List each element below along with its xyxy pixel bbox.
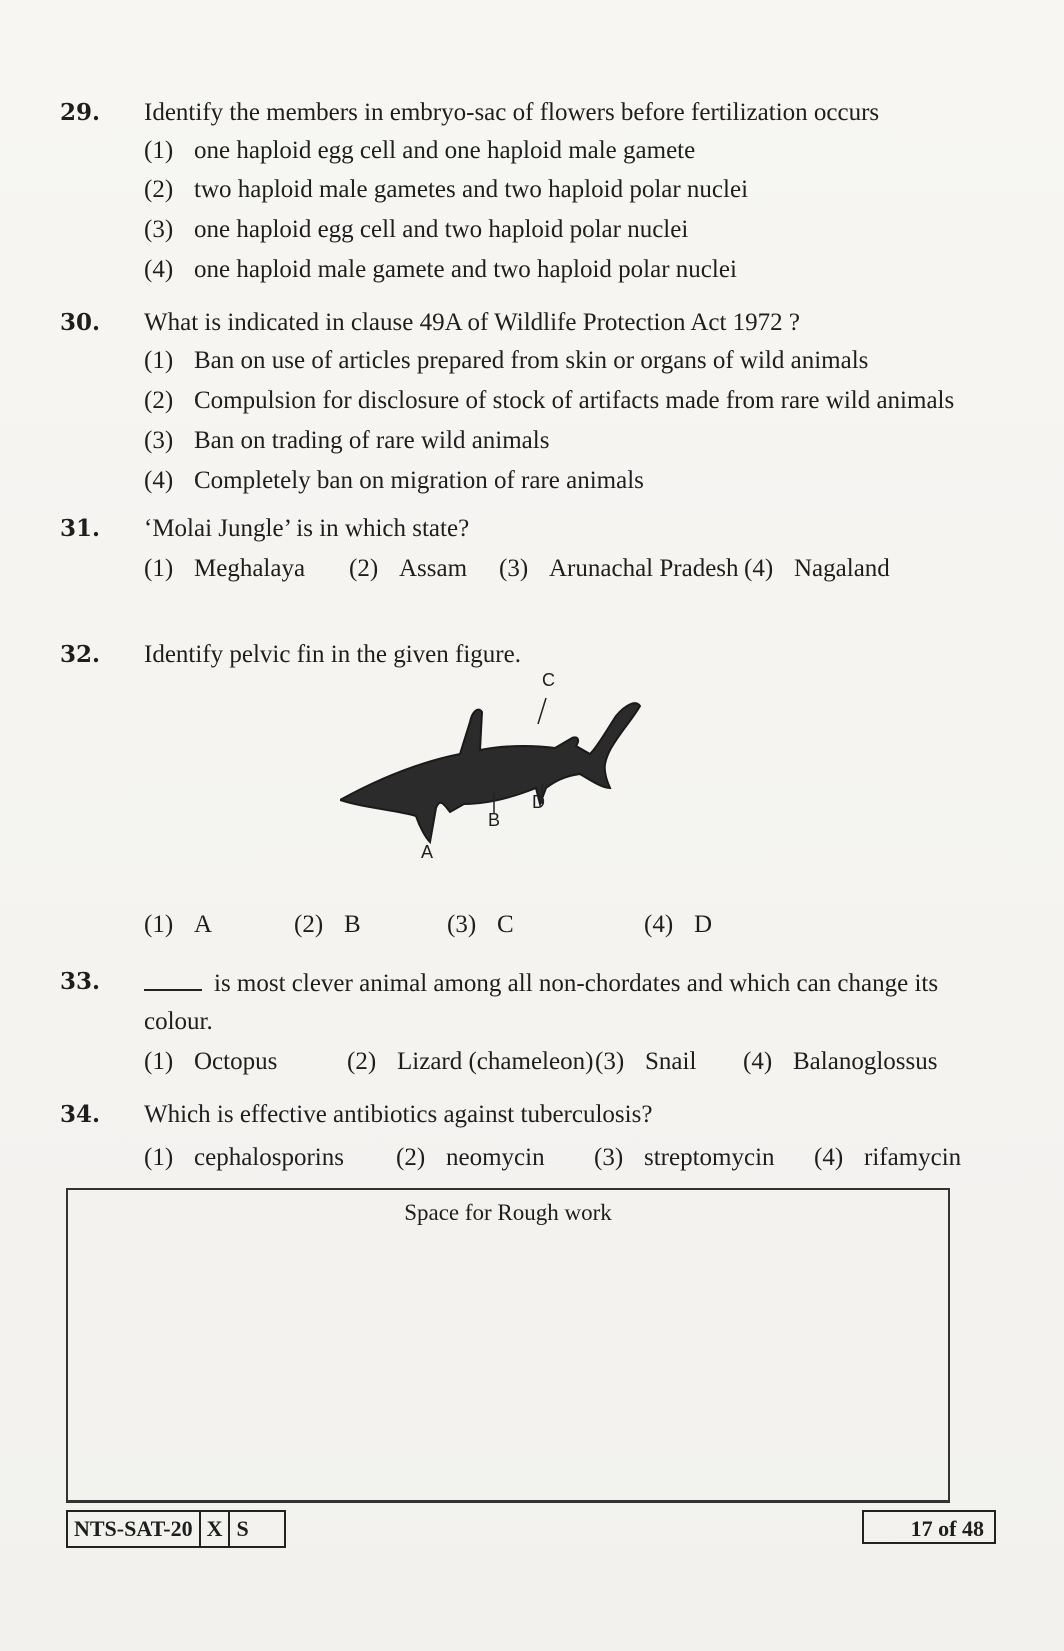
option-number: (4)	[144, 467, 174, 494]
option-text: neomycin	[446, 1144, 545, 1171]
option-number: (3)	[594, 1144, 624, 1171]
question-text	[144, 967, 938, 999]
rough-work-box	[66, 1188, 950, 1503]
option-text: C	[497, 911, 514, 938]
option	[144, 255, 737, 285]
option-text: Meghalaya	[194, 555, 306, 582]
option-number: (1)	[144, 1048, 174, 1075]
option-text: Compulsion for disclosure of stock of artifacts made from rare wild animals	[194, 387, 955, 414]
question-number: 34.	[60, 1101, 101, 1128]
label-c: C	[542, 670, 555, 690]
option	[644, 910, 712, 940]
shark-illustration	[340, 692, 670, 902]
option-text: streptomycin	[644, 1144, 775, 1171]
option-number: (2)	[294, 911, 324, 938]
option-number: (4)	[814, 1144, 844, 1171]
option-number: (3)	[447, 911, 477, 938]
option	[447, 910, 514, 940]
option-text: Nagaland	[794, 555, 890, 582]
option	[144, 466, 644, 496]
question-number: 33.	[60, 968, 101, 995]
option-number: (1)	[144, 555, 174, 582]
option	[347, 1047, 593, 1077]
option	[499, 554, 739, 584]
option-number: (1)	[144, 911, 174, 938]
option	[144, 386, 954, 416]
option-number: (3)	[499, 555, 529, 582]
fish-figure	[340, 670, 670, 902]
option	[144, 426, 549, 456]
option-text: one haploid egg cell and one haploid male gamete	[194, 137, 696, 164]
option-text: two haploid male gametes and two haploid polar nuclei	[194, 176, 749, 203]
option-number: (3)	[144, 216, 174, 243]
option	[294, 910, 361, 940]
option-number: (3)	[144, 427, 174, 454]
option-text: Completely ban on migration of rare animals	[194, 467, 644, 494]
option-number: (1)	[144, 137, 174, 164]
option-text: Balanoglossus	[793, 1048, 938, 1075]
question-number: 32.	[60, 641, 101, 668]
option	[144, 175, 748, 205]
option-number: (2)	[396, 1144, 426, 1171]
option-text: Ban on use of articles prepared from skin or organs of wild animals	[194, 347, 869, 374]
question-text: Identify the members in embryo-sac of flowers before fertilization occurs	[144, 99, 880, 126]
question-text-continued: colour.	[144, 1008, 213, 1035]
question-number: 30.	[60, 309, 101, 336]
question-text: Which is effective antibiotics against tuberculosis?	[144, 1101, 653, 1128]
option-text: Octopus	[194, 1048, 278, 1075]
answer-blank	[144, 967, 202, 991]
question-text: What is indicated in clause 49A of Wildlife Protection Act 1972 ?	[144, 309, 801, 336]
option-number: (1)	[144, 347, 174, 374]
rough-work-title: Space for Rough work	[404, 1200, 612, 1225]
option-text: rifamycin	[864, 1144, 962, 1171]
option	[144, 215, 688, 245]
option-number: (1)	[144, 1144, 174, 1171]
option-number: (4)	[144, 256, 174, 283]
option-text: cephalosporins	[194, 1144, 344, 1171]
option	[595, 1047, 696, 1077]
option-text: one haploid male gamete and two haploid polar nuclei	[194, 256, 737, 283]
option-text: A	[194, 911, 213, 938]
class-box: X	[201, 1512, 231, 1546]
option	[144, 346, 868, 376]
option	[144, 1143, 344, 1173]
label-b: B	[488, 810, 501, 830]
option-number: (4)	[744, 555, 774, 582]
question-text: Identify pelvic fin in the given figure.	[144, 641, 521, 668]
question-number: 31.	[60, 515, 101, 542]
option-text: Assam	[399, 555, 468, 582]
option	[144, 1047, 277, 1077]
page-number: 17 of 48	[862, 1510, 996, 1544]
option	[144, 554, 305, 584]
option	[144, 136, 695, 166]
option-number: (4)	[644, 911, 674, 938]
option	[144, 910, 212, 940]
paper-code-box	[66, 1510, 286, 1548]
option-number: (3)	[595, 1048, 625, 1075]
option-text: Lizard (chameleon)	[397, 1048, 594, 1075]
option	[594, 1143, 775, 1173]
option	[396, 1143, 545, 1173]
option-number: (2)	[144, 387, 174, 414]
option-text: Arunachal Pradesh	[549, 555, 739, 582]
option-number: (4)	[743, 1048, 773, 1075]
option-number: (2)	[349, 555, 379, 582]
option	[744, 554, 890, 584]
section-box: S	[236, 1516, 249, 1541]
option	[743, 1047, 937, 1077]
option-number: (2)	[347, 1048, 377, 1075]
option-text: one haploid egg cell and two haploid polar nuclei	[194, 216, 689, 243]
question-text: ‘Molai Jungle’ is in which state?	[144, 515, 470, 542]
option-text: B	[344, 911, 361, 938]
option	[349, 554, 467, 584]
question-text-main: is most clever animal among all non-chordates and which can change its	[214, 970, 939, 997]
option	[814, 1143, 961, 1173]
option-number: (2)	[144, 176, 174, 203]
paper-code: NTS-SAT-20	[68, 1512, 201, 1546]
label-a: A	[421, 842, 434, 862]
option-text: Snail	[645, 1048, 697, 1075]
option-text: D	[694, 911, 713, 938]
option-text: Ban on trading of rare wild animals	[194, 427, 550, 454]
question-number: 29.	[60, 99, 101, 126]
label-d: D	[532, 792, 545, 812]
